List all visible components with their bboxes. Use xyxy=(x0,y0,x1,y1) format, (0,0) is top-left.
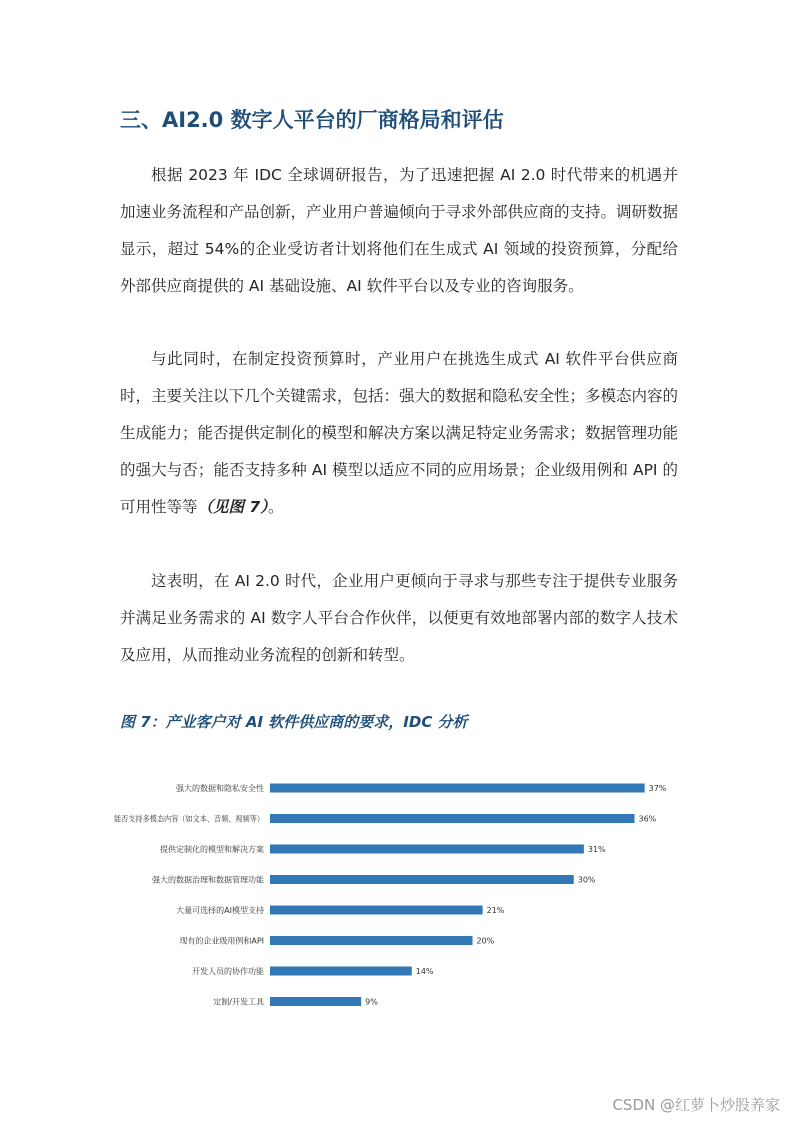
paragraph-2-text: 与此同时，在制定投资预算时，产业用户在挑选生成式 AI 软件平台供应商时，主要关注以下几个关键需求，包括：强大的数据和隐私安全性；多模态内容的生成能力；能否提供定制化的模型和解决方案以满足特定业务需求；数据管理功能的强大与否；能否支持多种 AI 模型以适应不同的应用场景；企业级用例和 API 的可用性等等 xyxy=(120,350,679,516)
category-label: 强大的数据治理和数据管理功能 xyxy=(152,875,264,885)
category-label: 开发人员的协作功能 xyxy=(192,967,264,976)
value-label: 21% xyxy=(486,906,505,915)
bar xyxy=(270,784,645,793)
figure-caption: 图 7：产业客户对 AI 软件供应商的要求，IDC 分析 xyxy=(120,713,468,731)
value-label: 37% xyxy=(648,784,667,793)
bar xyxy=(270,967,412,976)
bar xyxy=(270,906,483,915)
value-label: 14% xyxy=(415,967,434,976)
value-label: 30% xyxy=(577,875,596,885)
category-label: 强大的数据和隐私安全性 xyxy=(176,784,264,793)
bar xyxy=(270,814,635,823)
bar xyxy=(270,875,574,884)
bar xyxy=(270,936,473,945)
category-label: 提供定制化的模型和解决方案 xyxy=(160,845,264,854)
value-label: 31% xyxy=(587,845,606,854)
section-title: 三、AI2.0 数字人平台的厂商格局和评估 xyxy=(120,108,504,132)
paragraph-3: 这表明，在 AI 2.0 时代，企业用户更倾向于寻求与那些专注于提供专业服务并满足业务需求的 AI 数字人平台合作伙伴，以便更有效地部署内部的数字人技术及应用，从而推动业务流程的创新和转型。 xyxy=(120,572,678,664)
category-label: 现有的企业级用例和API xyxy=(179,936,264,946)
watermark: CSDN @红萝卜炒股养家 xyxy=(612,1096,780,1114)
category-label: 大量可选择的AI模型支持 xyxy=(176,906,264,915)
value-label: 20% xyxy=(476,936,495,946)
figure-reference: （见图 7） xyxy=(197,498,268,516)
requirements-bar-chart xyxy=(110,770,690,1020)
bar xyxy=(270,845,584,854)
paragraph-2 xyxy=(120,341,678,526)
category-label: 能否支持多模态内容（如文本、音频、视频等） xyxy=(114,814,282,824)
paragraph-2-end: 。 xyxy=(267,498,284,516)
paragraph-1: 根据 2023 年 IDC 全球调研报告，为了迅速把握 AI 2.0 时代带来的机遇并加速业务流程和产品创新，产业用户普遍倾向于寻求外部供应商的支持。调研数据显示，超过 54%的企业受访者计划将他们在生成式 AI 领域的投资预算，分配给外部供应商提供的 AI 基础设施、AI 软件平台以及专业的咨询服务。 xyxy=(120,166,679,295)
value-label: 36% xyxy=(638,814,657,824)
bar xyxy=(270,997,361,1006)
category-label: 定制/开发工具 xyxy=(213,997,264,1007)
value-label: 9% xyxy=(365,997,378,1007)
